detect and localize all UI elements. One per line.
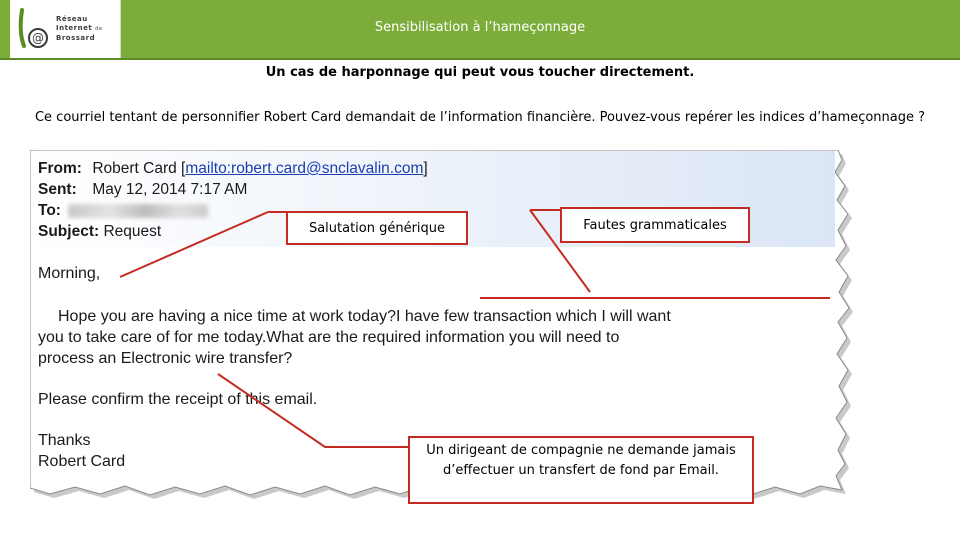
logo-line-2b: de [95,26,103,32]
callout-generic-greeting: Salutation générique [286,211,468,245]
callout-grammar-errors: Fautes grammaticales [560,207,750,243]
svg-text:@: @ [32,31,44,45]
callout-executive-note: Un dirigeant de compagnie ne demande jamais d’effectuer un transfert de fond par Email. [408,436,754,504]
sent-label: Sent: [38,181,77,198]
logo-line-1: Réseau [56,15,88,23]
from-row: From: Robert Card [mailto:robert.card@snclavalin.com] [38,160,428,177]
email-closing: Thanks [38,432,91,449]
from-label: From: [38,160,82,177]
sender-email-link[interactable]: mailto:robert.card@snclavalin.com [185,160,424,177]
to-label: To: [38,202,61,219]
page-title: Sensibilisation à l’hameçonnage [374,20,586,35]
intro-paragraph: Ce courriel tentant de personnifier Robert Card demandait de l’information financière. Pouvez-vous repérer les indices d’hameçonnage ? [34,110,926,125]
email-body-line-1: Hope you are having a nice time at work today?I have few transaction which I will want [58,308,671,325]
logo-line-2: Internet [56,24,93,32]
sent-value: May 12, 2014 7:17 AM [92,181,248,198]
connector-executive [218,374,408,447]
email-greeting: Morning, [38,265,101,282]
from-name: Robert Card [92,160,177,177]
connector-greeting [120,212,268,277]
slide-subtitle: Un cas de harponnage qui peut vous toucher directement. [265,65,695,80]
email-signature: Robert Card [38,453,126,470]
subject-label: Subject: [38,223,100,240]
email-body-line-3: process an Electronic wire transfer? [38,350,293,367]
logo-line-3: Brossard [56,34,96,42]
email-body-line-4: Please confirm the receipt of this email. [38,391,318,408]
subject-value: Request [103,223,162,240]
email-body-line-2: you to take care of for me today.What are the required information you will need to [38,329,620,346]
